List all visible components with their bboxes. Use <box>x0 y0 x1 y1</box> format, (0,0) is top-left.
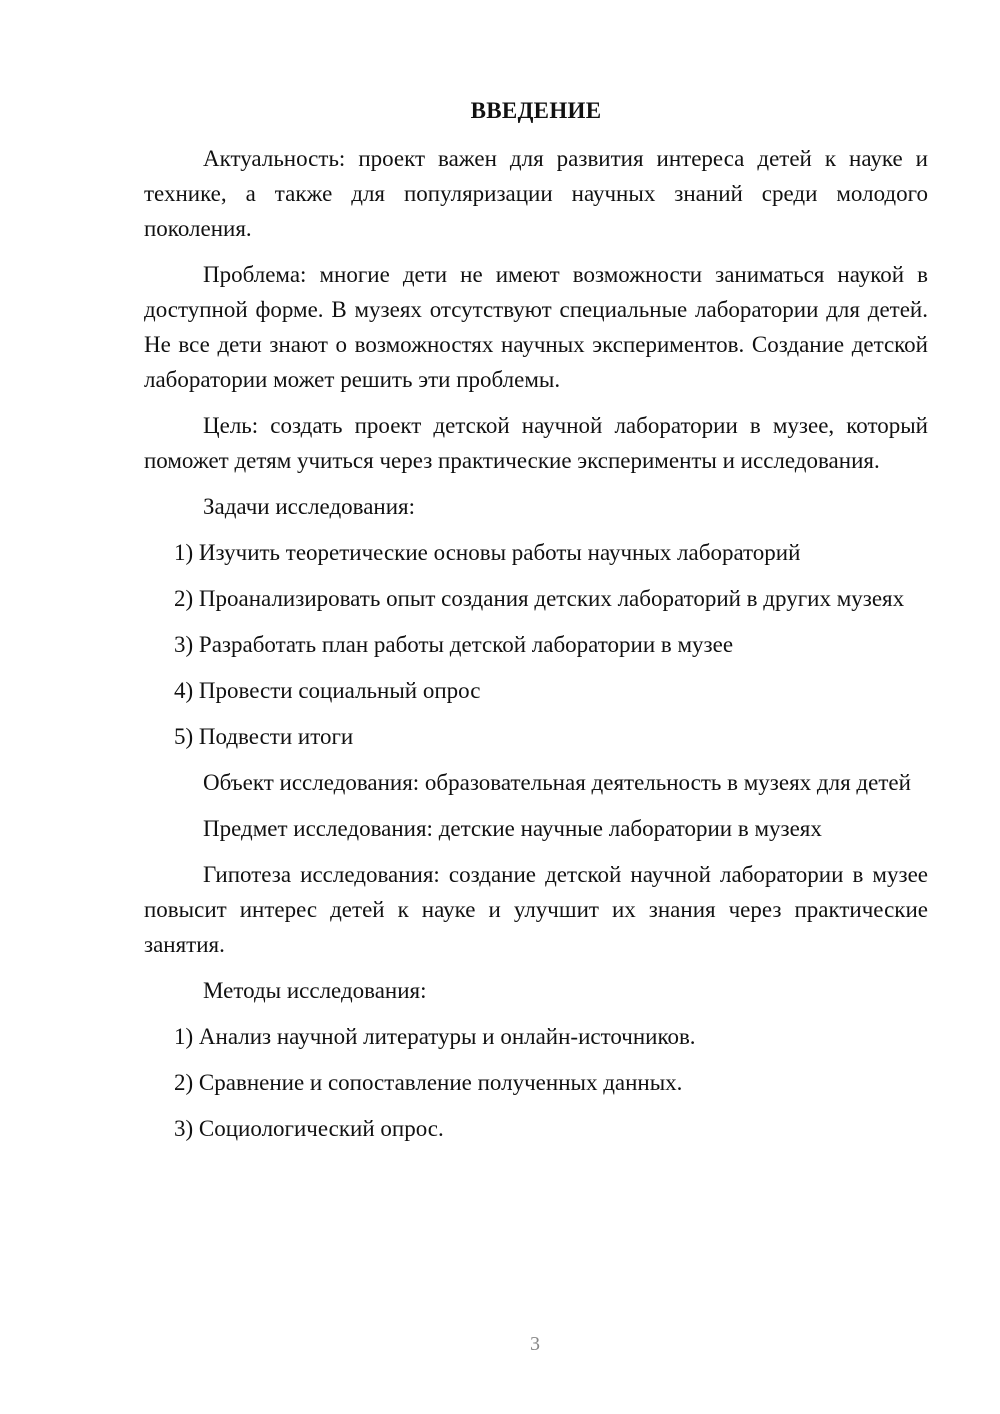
object-paragraph: Объект исследования: образовательная деятельность в музеях для детей <box>203 770 911 795</box>
task-item: 2) Проанализировать опыт создания детских лабораторий в других музеях <box>174 586 905 611</box>
subject-paragraph: Предмет исследования: детские научные лаборатории в музеях <box>203 816 822 841</box>
hypothesis-paragraph: Гипотеза исследования: создание детской научной лаборатории в музее повысит интерес детей к науке и улучшит их знания через практические занятия. <box>144 862 928 957</box>
goal-paragraph: Цель: создать проект детской научной лаборатории в музее, который поможет детям учиться через практические эксперименты и исследования. <box>144 413 928 473</box>
problem-paragraph: Проблема: многие дети не имеют возможности заниматься наукой в доступной форме. В музеях отсутствуют специальные лаборатории для детей. Не все дети знают о возможностях научных экспериментов. Создание детской лаборатории может решить эти проблемы. <box>144 262 928 392</box>
page-number: 3 <box>530 1333 540 1355</box>
tasks-title: Задачи исследования: <box>203 494 416 519</box>
task-item: 3) Разработать план работы детской лаборатории в музее <box>174 632 734 657</box>
page-content <box>144 95 928 1157</box>
method-item: 1) Анализ научной литературы и онлайн-источников. <box>174 1024 696 1049</box>
task-item: 5) Подвести итоги <box>174 724 354 749</box>
relevance-paragraph: Актуальность: проект важен для развития интереса детей к науке и технике, а также для популяризации научных знаний среди молодого поколения. <box>144 146 928 241</box>
section-heading: ВВЕДЕНИЕ <box>470 98 602 123</box>
method-item: 3) Социологический опрос. <box>174 1116 444 1141</box>
method-item: 2) Сравнение и сопоставление полученных данных. <box>174 1070 683 1095</box>
task-item: 4) Провести социальный опрос <box>174 678 481 703</box>
methods-title: Методы исследования: <box>203 978 427 1003</box>
task-item: 1) Изучить теоретические основы работы научных лабораторий <box>174 540 801 565</box>
